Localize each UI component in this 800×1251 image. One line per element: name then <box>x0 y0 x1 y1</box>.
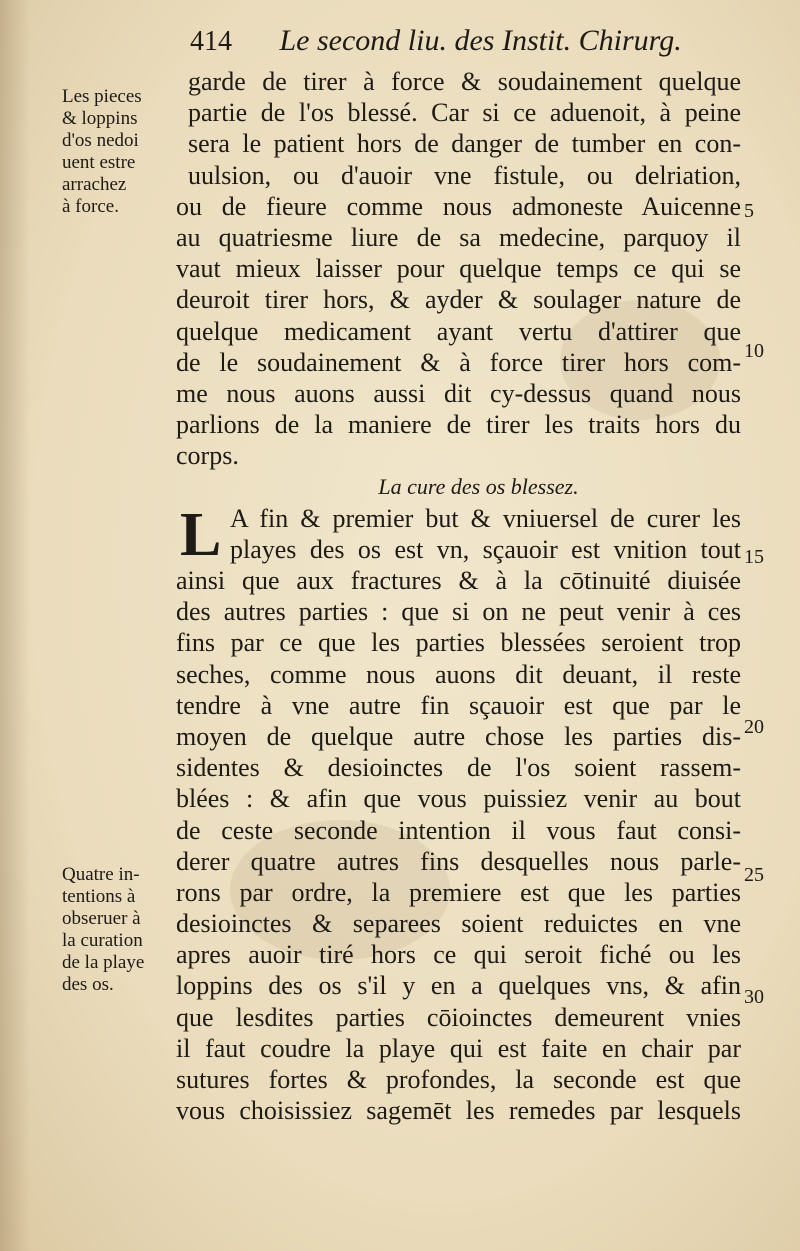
text-line: il faut coudre la playe qui est faite en chair par <box>176 1033 741 1063</box>
text-line: apres auoir tiré hors ce qui seroit fiché ou les <box>176 940 741 970</box>
text-line: au quatriesme liure de sa medecine, parquoy il <box>176 222 741 252</box>
text-line: sutures fortes & profondes, la seconde est que <box>176 1065 741 1094</box>
text-line: de ceste seconde intention il vous faut consi- <box>176 815 741 845</box>
paragraph-opening <box>176 500 741 569</box>
line-number: 15 <box>744 546 764 568</box>
text-line: ainsi que aux fractures & à la cōtinuité diuisée <box>176 566 741 595</box>
text-line: tendre à vne autre fin sçauoir est que par le <box>176 690 741 720</box>
folio-number: 414 <box>190 26 232 57</box>
margin-note-line: de la playe <box>62 952 145 973</box>
margin-note-line: d'os nedoi <box>62 130 139 151</box>
drop-cap: L <box>180 500 222 569</box>
text-line: deuroit tirer hors, & ayder & soulager nature de <box>176 285 741 315</box>
text-line: fins par ce que les parties blessées seroient trop <box>176 628 741 658</box>
body-text <box>176 66 741 1126</box>
text-line: blées : & afin que vous puissiez venir au bout <box>176 784 741 814</box>
text-line: vaut mieux laisser pour quelque temps ce qui se <box>176 254 741 284</box>
text-line: derer quatre autres fins desquelles nous parle- <box>176 846 741 876</box>
text-line: seches, comme nous auons dit deuant, il reste <box>176 659 741 689</box>
margin-note-line: la curation <box>62 930 143 951</box>
text-line: des autres parties : que si on ne peut venir à ces <box>176 597 741 627</box>
text-line: uulsion, ou d'auoir vne fistule, ou delriation, <box>188 160 741 190</box>
margin-note-line: Les pieces <box>62 86 142 107</box>
text-line: quelque medicament ayant vertu d'attirer que <box>176 316 741 346</box>
gutter-shadow <box>0 0 30 1251</box>
line-number: 20 <box>744 716 764 738</box>
text-line: me nous auons aussi dit cy-dessus quand nous <box>176 378 741 408</box>
text-line: vous choisissiez sagemēt les remedes par lesquels <box>176 1096 741 1126</box>
margin-note-line: tentions à <box>62 886 136 907</box>
text-line: de le soudainement & à force tirer hors com- <box>176 347 741 377</box>
text-line: A fin & premier but & vniuersel de curer les <box>230 503 741 533</box>
running-head: Le second liu. des Instit. Chirurg. <box>279 24 682 57</box>
text-line: garde de tirer à force & soudainement quelque <box>188 67 741 96</box>
margin-note-line: Quatre in- <box>62 864 140 885</box>
text-line: partie de l'os blessé. Car si ce aduenoit, à peine <box>188 98 741 128</box>
margin-note-line: & loppins <box>62 108 138 129</box>
text-line: sera le patient hors de danger de tumber en con- <box>188 129 741 159</box>
text-line: rons par ordre, la premiere est que les parties <box>176 877 741 907</box>
text-line: moyen de quelque autre chose les parties dis- <box>176 721 741 751</box>
margin-note-line: uent estre <box>62 152 136 173</box>
margin-note-line: arrachez <box>62 174 127 195</box>
section-heading: La cure des os blessez. <box>378 474 579 500</box>
margin-note-line: à force. <box>62 196 119 217</box>
margin-note-bone-fragments <box>62 86 182 218</box>
line-number: 30 <box>744 986 764 1008</box>
text-line: corps. <box>176 441 239 471</box>
line-number: 5 <box>744 200 754 222</box>
page-header <box>190 24 710 64</box>
text-line: loppins des os s'il y en a quelques vns, & afin <box>176 971 741 1001</box>
text-line: que lesdites parties cōioinctes demeurent vnies <box>176 1002 741 1032</box>
text-line: sidentes & desioinctes de l'os soient rassem- <box>176 753 741 783</box>
margin-note-four-intentions <box>62 864 182 996</box>
text-line: playes des os est vn, sçauoir est vnition tout <box>230 534 741 564</box>
text-line: parlions de la maniere de tirer les traits hors du <box>176 410 741 440</box>
line-number: 10 <box>744 340 764 362</box>
margin-note-line: obseruer à <box>62 908 141 929</box>
text-line: ou de fieure comme nous admoneste Auicenne <box>176 191 741 221</box>
margin-note-line: des os. <box>62 974 114 995</box>
text-line: desioinctes & separees soient reduictes en vne <box>176 909 741 939</box>
line-number: 25 <box>744 864 764 886</box>
